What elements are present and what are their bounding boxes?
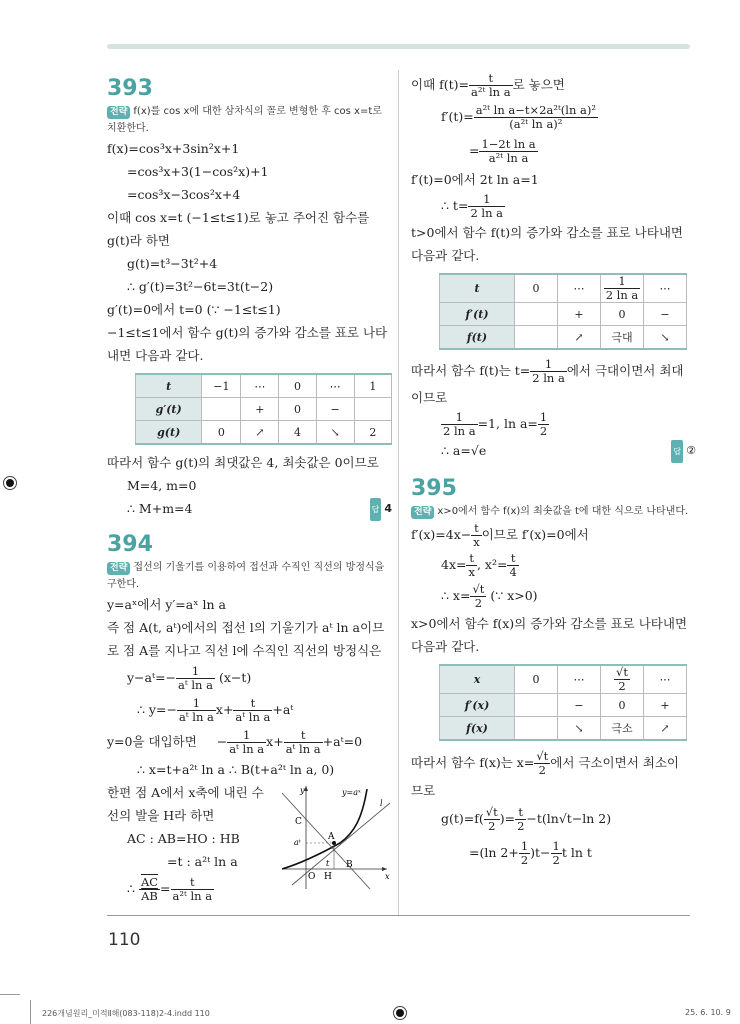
math-line: AC : AB=HO : HB [127, 831, 240, 846]
fraction [534, 750, 550, 777]
math-line [411, 191, 696, 221]
table-cell: 0 [601, 303, 644, 326]
strategy-badge: 전략 [107, 106, 130, 119]
text-line: g(t)라 하면 [107, 233, 170, 248]
math-text: = [469, 143, 480, 158]
fraction [233, 697, 272, 724]
table-cell: ⋯ [644, 274, 687, 303]
numerator: a²ᵗ ln a−t×2a²ᵗ(ln a)² [475, 103, 596, 117]
t-label: t [326, 859, 330, 868]
numerator: t [507, 552, 518, 566]
math-text: (∵ x>0) [490, 588, 538, 603]
table-cell: 4 [279, 421, 316, 445]
table-header: g′(t) [136, 398, 202, 421]
fraction [469, 72, 513, 99]
fraction [538, 411, 549, 438]
table-cell: 0 [515, 665, 558, 694]
fraction [530, 358, 567, 385]
y-label: y [300, 786, 305, 795]
math-line [411, 409, 696, 439]
point-a-label: A [328, 832, 335, 842]
table-header: f′(x) [440, 694, 515, 717]
math-text: = [160, 881, 171, 896]
math-text: ∴ [127, 881, 135, 896]
math-text: x+ [215, 702, 234, 717]
math-text: ∴ y=− [137, 702, 177, 717]
math-text: 에서 극소이면서 최소이 [550, 755, 679, 770]
at-label: aᵗ [294, 838, 301, 847]
fraction [468, 193, 505, 220]
table-header: g(t) [136, 421, 202, 445]
math-text: y=0을 대입하면 [107, 734, 197, 749]
numerator: 1−2t ln a [481, 137, 536, 151]
denominator: 2 [517, 819, 525, 833]
answer [370, 497, 392, 521]
problem-number: 393 [107, 76, 153, 101]
numerator: 1 [552, 839, 560, 853]
registration-mark-icon [393, 1006, 407, 1020]
math-line [107, 662, 392, 694]
math-line [411, 802, 696, 836]
fraction [515, 806, 526, 833]
fraction [479, 138, 537, 165]
math-text: =1, ln a= [477, 416, 538, 431]
right-column [411, 70, 696, 870]
math-line: f′(t)=0에서 2t ln a=1 [411, 172, 539, 187]
tangent-line-l [292, 803, 390, 885]
table-header: t [440, 274, 515, 303]
numerator: t [284, 729, 323, 743]
table-header: f(t) [440, 326, 515, 350]
denominator: a²ᵗ ln a [471, 85, 511, 99]
denominator: 2 [538, 763, 546, 777]
text-line: 이때 cos x=t (−1≤t≤1)로 놓고 주어진 함수를 [107, 210, 370, 225]
table-cell: ↗ [558, 326, 601, 350]
answer-value: ② [686, 444, 696, 457]
left-column [107, 70, 392, 905]
fraction [177, 697, 216, 724]
math-line [411, 580, 696, 612]
table-cell: 0 [279, 374, 316, 398]
math-text: )= [499, 811, 516, 826]
numerator: t [469, 72, 513, 86]
table-cell: + [241, 398, 279, 421]
point-c-label: C [295, 817, 302, 827]
table-cell: − [316, 398, 354, 421]
denominator: aᵗ ln a [178, 710, 214, 724]
denominator: 2 ln a [605, 288, 639, 302]
math-text: ∴ a=√e [441, 443, 487, 458]
fraction [471, 522, 482, 549]
math-text: x+ [266, 734, 284, 749]
fraction [519, 840, 530, 867]
geometry-block [107, 781, 392, 905]
denominator: 2 [520, 853, 529, 867]
table-cell: 2 [354, 421, 391, 445]
numerator: t [471, 522, 482, 536]
table-cell: + [558, 303, 601, 326]
text-line: 즉 점 A(t, aᵗ)에서의 접선 l의 기울기가 aᵗ ln a이므 [107, 620, 385, 635]
fraction [474, 104, 598, 131]
math-text: , x²= [476, 557, 508, 572]
numerator: 1 [227, 729, 266, 743]
point-h-label: H [324, 872, 332, 882]
fraction [614, 666, 630, 693]
exponential-tangent-graph [282, 781, 392, 891]
numerator: 1 [176, 665, 215, 679]
math-line: y=aˣ에서 y′=aˣ ln a [107, 597, 226, 612]
math-line [411, 356, 696, 386]
text-line: 다음과 같다. [411, 639, 480, 654]
denominator: 2 [474, 596, 483, 610]
math-text: 이므로 f′(x)=0에서 [481, 527, 589, 542]
x-axis-arrow-icon [382, 867, 387, 871]
table-cell [515, 694, 558, 717]
crop-mark [30, 1000, 31, 1024]
table-cell [601, 665, 644, 694]
variation-table [135, 373, 392, 445]
math-text: y−aᵗ=− [127, 670, 177, 685]
page-number: 110 [108, 930, 141, 950]
math-line [411, 439, 696, 462]
denominator: 2 ln a [443, 424, 476, 438]
denominator: 2 ln a [470, 206, 504, 220]
fraction [176, 665, 215, 692]
table-header: f′(t) [440, 303, 515, 326]
table-cell: ⋯ [241, 374, 279, 398]
math-text: 이때 f(t)= [411, 77, 470, 92]
text-line: 따라서 함수 g(t)의 최댓값은 4, 최솟값은 0이므로 [107, 455, 379, 470]
fraction [171, 876, 215, 903]
table-cell [601, 274, 644, 303]
text-line: 선의 발을 H라 하면 [107, 808, 215, 823]
line-label: l [380, 799, 383, 808]
numerator: 1 [441, 411, 478, 425]
table-cell [515, 717, 558, 741]
variation-table [439, 273, 687, 350]
problem-number: 395 [411, 476, 457, 501]
table-cell: ⋯ [316, 374, 354, 398]
numerator: 1 [177, 697, 216, 711]
denominator: a²ᵗ ln a [172, 889, 213, 903]
table-cell: ↘ [316, 421, 354, 445]
answer [671, 439, 696, 463]
denominator: (a²ᵗ ln a)² [509, 117, 563, 131]
math-text: 에서 극대이면서 최대 [566, 363, 684, 378]
numerator: 1 [520, 839, 529, 853]
numerator: 1 [468, 193, 505, 207]
math-text: +aᵗ [272, 702, 294, 717]
math-line: f(x)=cos³x+3sin²x+1 [107, 141, 240, 156]
math-text: =(ln 2+ [469, 845, 519, 860]
math-text: g(t)=f( [441, 811, 484, 826]
numerator: 1 [539, 410, 548, 424]
header-bar [107, 44, 690, 49]
math-line [411, 520, 696, 550]
denominator: x [473, 535, 480, 549]
fraction [484, 806, 500, 833]
math-line [411, 100, 696, 134]
numerator: 1 [604, 275, 641, 289]
table-cell: 극소 [601, 717, 644, 741]
fraction [139, 876, 160, 903]
table-cell: ⋯ [558, 274, 601, 303]
table-header: x [440, 665, 515, 694]
text-line: 다음과 같다. [411, 248, 480, 263]
text-line: 이므로 [411, 390, 448, 405]
strategy-note [411, 503, 696, 520]
numerator: √t [616, 665, 628, 679]
denominator: 2 [552, 853, 560, 867]
registration-mark-icon [3, 476, 17, 490]
math-text: − [216, 734, 228, 749]
denominator: aᵗ ln a [229, 742, 265, 756]
denominator: 2 [488, 819, 496, 833]
math-text: (x−t) [218, 670, 252, 685]
numerator: t [233, 697, 272, 711]
denominator: 4 [509, 565, 517, 579]
fraction [441, 411, 478, 438]
variation-table [439, 664, 687, 741]
denominator: 2 [618, 679, 626, 693]
crop-mark [0, 994, 20, 995]
table-cell [515, 303, 558, 326]
table-cell: −1 [202, 374, 241, 398]
math-line [107, 694, 392, 726]
math-line [411, 550, 696, 580]
math-text: −t(ln√t−ln 2) [526, 811, 612, 826]
table-cell: ⋯ [644, 665, 687, 694]
math-line: ∴ x=t+a²ᵗ ln a ∴ B(t+a²ᵗ ln a, 0) [137, 762, 335, 777]
problem-number: 394 [107, 532, 153, 557]
denominator: x [468, 565, 475, 579]
text-line: −1≤t≤1에서 함수 g(t)의 증가와 감소를 표로 나타 [107, 325, 388, 340]
denominator: aᵗ ln a [285, 742, 321, 756]
table-cell: 0 [515, 274, 558, 303]
math-line: g(t)=t³−3t²+4 [127, 256, 218, 271]
y-axis-arrow-icon [304, 786, 308, 791]
strategy-text: 접선의 기울기를 이용하여 접선과 수직인 직선의 방정식을 구한다. [107, 562, 385, 590]
origin-label: O [308, 872, 316, 882]
fraction [551, 840, 562, 867]
table-cell: 0 [601, 694, 644, 717]
math-text: 따라서 함수 f(x)는 x= [411, 755, 535, 770]
table-cell: ↘ [558, 717, 601, 741]
fraction [507, 552, 518, 579]
table-cell [354, 398, 391, 421]
numerator: t [515, 806, 526, 820]
math-line: =cos³x+3(1−cos²x)+1 [127, 164, 269, 179]
math-line [107, 726, 392, 758]
numerator: √t [472, 582, 485, 596]
table-header: t [136, 374, 202, 398]
numerator: √t [536, 749, 549, 763]
strategy-badge: 전략 [411, 506, 434, 519]
table-cell: 1 [354, 374, 391, 398]
table-cell: + [644, 694, 687, 717]
table-cell: 0 [202, 421, 241, 445]
math-text: ∴ t= [441, 198, 469, 213]
numerator: 1 [530, 358, 567, 372]
fraction [604, 275, 641, 302]
math-text: 4x= [441, 557, 467, 572]
strategy-text: f(x)를 cos x에 대한 삼차식의 꼴로 변형한 후 cos x=t로 치환한다. [107, 106, 382, 134]
math-text: t ln t [561, 845, 592, 860]
x-label: x [385, 872, 390, 881]
text-line: 로 점 A를 지나고 직선 l에 수직인 직선의 방정식은 [107, 643, 382, 658]
text-line: t>0에서 함수 f(t)의 증가와 감소를 표로 나타내면 [411, 225, 683, 240]
math-line [411, 836, 696, 870]
math-line [411, 134, 696, 168]
column-divider [398, 70, 399, 915]
table-cell: 극대 [601, 326, 644, 350]
answer-badge: 답 [671, 440, 683, 463]
table-cell: 0 [279, 398, 316, 421]
math-line [411, 747, 696, 779]
math-line: =t : a²ᵗ ln a [167, 854, 238, 869]
math-line: M=4, m=0 [127, 478, 197, 493]
denominator: a²ᵗ ln a [488, 151, 529, 165]
point-b-label: B [346, 860, 353, 870]
math-text: ∴ M+m=4 [127, 501, 193, 516]
fraction [470, 583, 486, 610]
math-text: 따라서 함수 f(t)는 t= [411, 363, 531, 378]
math-line: =cos³x−3cos²x+4 [127, 187, 241, 202]
numerator: $\overline{AC}$ [140, 875, 159, 889]
math-line: g′(t)=0에서 t=0 (∵ −1≤t≤1) [107, 302, 281, 317]
denominator: 2 ln a [532, 371, 565, 385]
math-text: +aᵗ=0 [322, 734, 363, 749]
table-cell: − [558, 694, 601, 717]
table-cell: ↘ [644, 326, 687, 350]
math-text: )t− [530, 845, 551, 860]
answer-badge: 답 [370, 498, 382, 521]
fraction [227, 729, 266, 756]
text-line: 내면 다음과 같다. [107, 348, 204, 363]
numerator: t [171, 876, 215, 890]
exponential-curve [282, 789, 367, 869]
strategy-badge: 전략 [107, 562, 130, 575]
denominator: aᵗ ln a [235, 710, 271, 724]
table-cell: − [644, 303, 687, 326]
math-text: f′(t)= [441, 109, 474, 124]
table-cell: ↗ [241, 421, 279, 445]
math-line [107, 497, 392, 520]
text-line: 므로 [411, 783, 436, 798]
fraction [284, 729, 323, 756]
math-text: 로 놓으면 [512, 77, 565, 92]
table-cell [202, 398, 241, 421]
strategy-note [107, 559, 392, 593]
table-cell: ⋯ [558, 665, 601, 694]
math-text: f′(x)=4x− [411, 527, 472, 542]
denominator: AB [141, 889, 158, 903]
denominator: aᵗ ln a [178, 678, 213, 692]
print-date: 25. 6. 10. 9 [685, 1008, 731, 1017]
curve-label: y=aˣ [342, 788, 361, 797]
table-cell: ↗ [644, 717, 687, 741]
text-line: x>0에서 함수 f(x)의 증가와 감소를 표로 나타내면 [411, 616, 688, 631]
math-text: ∴ x= [441, 588, 471, 603]
table-cell [515, 326, 558, 350]
strategy-note [107, 103, 392, 137]
numerator: t [466, 552, 477, 566]
fraction [466, 552, 477, 579]
math-line [411, 70, 696, 100]
footer-rule [107, 915, 690, 916]
denominator: 2 [539, 424, 548, 438]
answer-value: 4 [384, 502, 392, 515]
strategy-text: x>0에서 함수 f(x)의 최솟값을 t에 대한 식으로 나타낸다. [437, 506, 689, 517]
numerator: √t [485, 805, 498, 819]
math-line: ∴ g′(t)=3t²−6t=3t(t−2) [127, 279, 274, 294]
table-header: f(x) [440, 717, 515, 741]
file-info: 226개념원리_미적Ⅱ해(083-118)2-4.indd 110 [42, 1009, 210, 1018]
text-line: 한편 점 A에서 x축에 내린 수 [107, 785, 264, 800]
